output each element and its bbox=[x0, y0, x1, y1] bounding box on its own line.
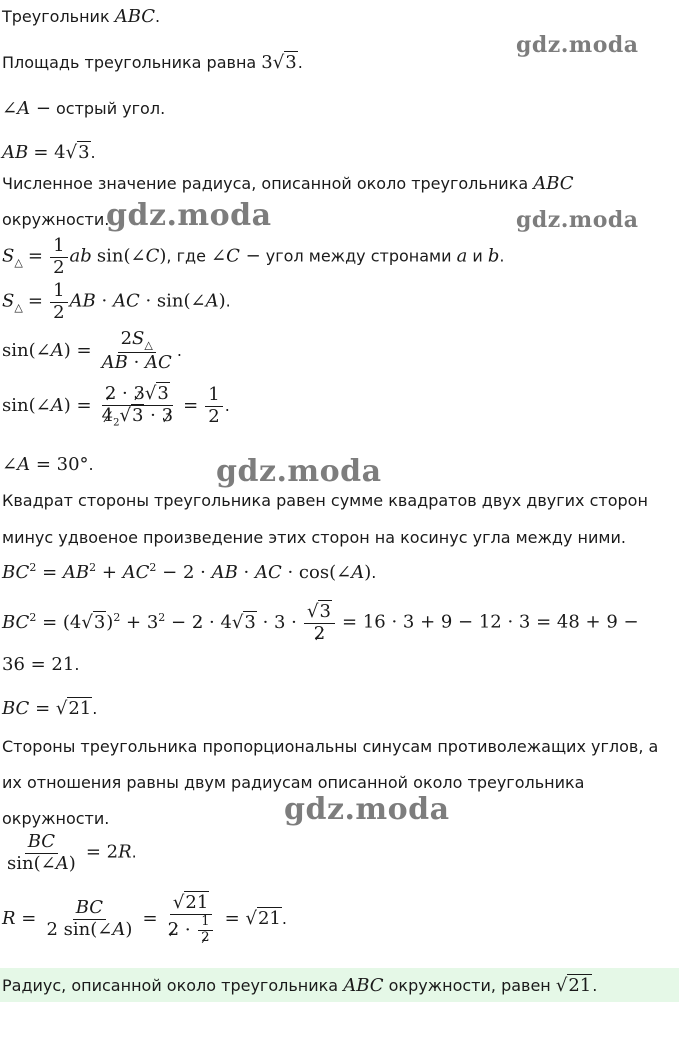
task-line-2: окружности. bbox=[2, 210, 110, 229]
given-triangle bbox=[2, 6, 160, 27]
watermark-2: gdz.moda bbox=[106, 198, 272, 233]
given-triangle-text: Треугольник ABC. bbox=[2, 6, 161, 27]
watermark-5: gdz.moda bbox=[284, 792, 450, 827]
sin-expression: sin(∠A) = $\frac{2S_\triangle}{AB \cdot AC}$ . bbox=[2, 328, 182, 374]
cosine-law-text-1: Квадрат стороны треугольника равен сумме квадратов двух двугих сторон bbox=[2, 491, 648, 510]
area-formula-general: $S_\triangle$ = $\frac{1}{2}$ ab sin(∠C), где ∠C − угол между стронами a и b. bbox=[2, 235, 505, 278]
answer: Радиус, описанной около треугольника ABC окружности, равен √21. bbox=[2, 975, 598, 996]
sine-law-text-2: их отношения равны двум радиусам описанной около треугольника bbox=[2, 773, 585, 792]
watermark-4: gdz.moda bbox=[216, 454, 382, 489]
cosine-law-computation: $BC^2 = (4√3)^2 + 3^2 - 2 \cdot 4√3 \cdot 3$ · $\frac{√3}{2}$ = 16 · 3 + 9 − 12 · 3 = 48 + 9 − bbox=[2, 601, 639, 644]
sine-law-formula: $\frac{BC}{\sin(\angle A)}$ = 2R. bbox=[7, 831, 137, 874]
given-angle: ∠A − острый угол. bbox=[2, 98, 166, 119]
given-area: Площадь треугольника равна 3√3. bbox=[2, 52, 303, 73]
cosine-law-formula: $BC^2 = AB^2 + AC^2 - 2$ · AB · AC · cos(∠A). bbox=[2, 561, 377, 583]
radius-computation: R = $\frac{BC}{2 \sin(\angle A)}$ = √21 2 · $\frac{1}{2}$ = √21. bbox=[2, 892, 287, 945]
sin-computation: sin(∠A) = $\frac{2 \cdot 3√3}{4_2√3 \cdot 3}$ = $\frac{1}{2}$ . bbox=[2, 383, 230, 429]
cosine-law-text-2: минус удвоеное произведение этих сторон на косинус угла между ними. bbox=[2, 528, 626, 547]
area-formula-specific: $S_\triangle$ = $\frac{1}{2}$ AB · AC · sin(∠A). bbox=[2, 280, 231, 323]
angle-value: ∠A = 30°. bbox=[2, 454, 94, 475]
given-side: AB = 4√3. bbox=[2, 142, 96, 163]
sine-law-text-1: Стороны треугольника пропорциональны синусам противолежащих углов, а bbox=[2, 737, 659, 756]
watermark-3: gdz.moda bbox=[516, 207, 639, 233]
sine-law-text-3: окружности. bbox=[2, 809, 110, 828]
task-line-1: Численное значение радиуса, описанной около треугольника ABC bbox=[2, 173, 574, 194]
cosine-law-result: 36 = 21. bbox=[2, 654, 80, 675]
watermark-1: gdz.moda bbox=[516, 32, 639, 58]
bc-value: BC = √21. bbox=[2, 698, 98, 719]
